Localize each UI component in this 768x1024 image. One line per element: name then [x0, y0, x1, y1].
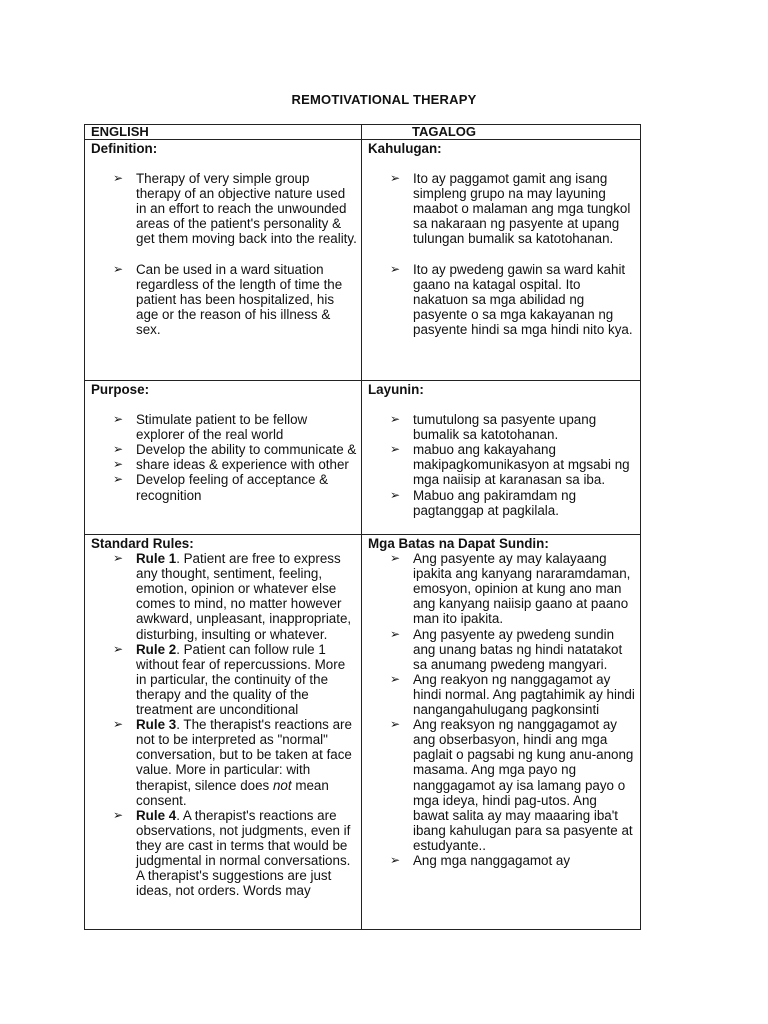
list-item: ➢ Rule 4. A therapist's reactions are observations, not judgments, even if they are cast in terms that would be judgmental in normal conversations. A therapist's suggestions are just ideas, not orders. Words may [113, 807, 351, 899]
section-heading: Kahulugan: [368, 141, 442, 156]
list-item: ➢ Rule 2. Patient can follow rule 1 without fear of repercussions. More in particular, the continuity of the therapy and the quality of the treatment are unconditional [113, 641, 346, 718]
definition-row [85, 140, 641, 381]
definition-tagalog-cell [362, 140, 641, 381]
list-item: ➢ Develop the ability to communicate & [113, 442, 357, 458]
list-item: ➢ Ang reakyon ng nanggagamot ay hindi normal. Ang pagtahimik ay hindi nangangahulugang pagkonsinti [390, 671, 635, 718]
header-row [85, 125, 641, 140]
list-item: ➢ Ang pasyente ay may kalayaang ipakita ang kanyang nararamdaman, emosyon, opinion at kung ano man ang kanyang naiisip gaano at paano man ito ipakita. [390, 551, 631, 627]
list-item: ➢ Ang mga nanggagamot ay [390, 852, 571, 868]
arrow-bullet-icon: ➢ [113, 457, 124, 472]
list-item: ➢ Mabuo ang pakiramdam ng pagtanggap at pagkilala. [390, 487, 577, 518]
arrow-bullet-icon: ➢ [390, 717, 401, 732]
arrow-bullet-icon: ➢ [390, 487, 401, 502]
list-item: ➢ Ang reaksyon ng nanggagamot ay ang obserbasyon, hindi ang mga paglait o pagsabi ng kung anu-anong masama. Ang mga payo ng nanggagamot ay isa lamang payo o mga ideya, hindi pag-utos. Ang bawat salita ay may maaaring iba't ibang kahulugan para sa pasyente at estudyante.. [390, 717, 634, 853]
list-item: ➢ Can be used in a ward situation regardless of the length of time the patient has been hospitalized, his age or the reason of his illness & sex. [113, 261, 343, 337]
section-heading: Standard Rules: [91, 536, 194, 551]
rules-row [85, 535, 641, 930]
arrow-bullet-icon: ➢ [390, 442, 401, 457]
arrow-bullet-icon: ➢ [390, 551, 401, 566]
rules-tagalog-cell [362, 535, 641, 930]
section-heading: Purpose: [91, 382, 150, 397]
arrow-bullet-icon: ➢ [390, 671, 401, 686]
list-item: ➢ Ito ay pwedeng gawin sa ward kahit gaano na katagal ospital. Ito nakatuon sa mga abilidad ng pasyente o sa mga kakayanan ng pasyente hindi sa mga hindi nito kya. [390, 261, 633, 337]
list-item: ➢ Ito ay paggamot gamit ang isang simpleng grupo na may layuning maabot o malaman ang mga tungkol sa nakaraan ng pasyente at upang tulungan bumalik sa katotohanan. [390, 171, 631, 247]
arrow-bullet-icon: ➢ [113, 472, 124, 487]
list-item: ➢ Stimulate patient to be fellow explorer of the real world [113, 412, 308, 443]
arrow-bullet-icon: ➢ [113, 261, 124, 276]
list-item: ➢ share ideas & experience with other [113, 457, 349, 473]
arrow-bullet-icon: ➢ [113, 412, 124, 427]
purpose-row [85, 381, 641, 535]
section-heading: Layunin: [368, 382, 424, 397]
purpose-english-cell [85, 381, 362, 535]
arrow-bullet-icon: ➢ [390, 412, 401, 427]
definition-english-cell [85, 140, 362, 381]
rules-english-cell [85, 535, 362, 930]
list-item: ➢ Ang pasyente ay pwedeng sundin ang unang batas ng hindi natatakot sa anumang pwedeng mangyari. [390, 626, 623, 672]
section-heading: Mga Batas na Dapat Sundin: [368, 536, 549, 551]
arrow-bullet-icon: ➢ [390, 261, 401, 276]
column-header-english: ENGLISH [85, 125, 362, 140]
arrow-bullet-icon: ➢ [113, 551, 124, 566]
arrow-bullet-icon: ➢ [390, 626, 401, 641]
list-item: ➢ Develop feeling of acceptance & recognition [113, 472, 329, 503]
document-title: REMOTIVATIONAL THERAPY [291, 92, 477, 107]
list-item: ➢ mabuo ang kakayahang makipagkomunikasyon at mgsabi ng mga naiisip at karanasan sa iba. [390, 442, 630, 488]
arrow-bullet-icon: ➢ [113, 171, 124, 186]
arrow-bullet-icon: ➢ [390, 171, 401, 186]
column-header-tagalog: TAGALOG [362, 125, 641, 140]
list-item: ➢ Rule 3. The therapist's reactions are not to be interpreted as "normal" conversation, but to be taken at face value. More in particular: with therapist, silence does not mean consent. [113, 717, 352, 808]
purpose-tagalog-cell [362, 381, 641, 535]
list-item: ➢ tumutulong sa pasyente upang bumalik sa katotohanan. [390, 412, 597, 443]
arrow-bullet-icon: ➢ [113, 442, 124, 457]
arrow-bullet-icon: ➢ [113, 807, 124, 822]
arrow-bullet-icon: ➢ [113, 717, 124, 732]
list-item: ➢ Therapy of very simple group therapy of an objective nature used in an effort to reach the unwounded areas of the patient's personality & get them moving back into the reality. [113, 171, 357, 247]
bilingual-table [84, 124, 641, 930]
arrow-bullet-icon: ➢ [113, 641, 124, 656]
arrow-bullet-icon: ➢ [390, 852, 401, 867]
list-item: ➢ Rule 1. Patient are free to express any thought, sentiment, feeling, emotion, opinion or whatever else comes to mind, no matter however awkward, unpleasant, inappropriate, disturbing, insulting or whatever. [113, 551, 352, 642]
section-heading: Definition: [91, 141, 158, 156]
